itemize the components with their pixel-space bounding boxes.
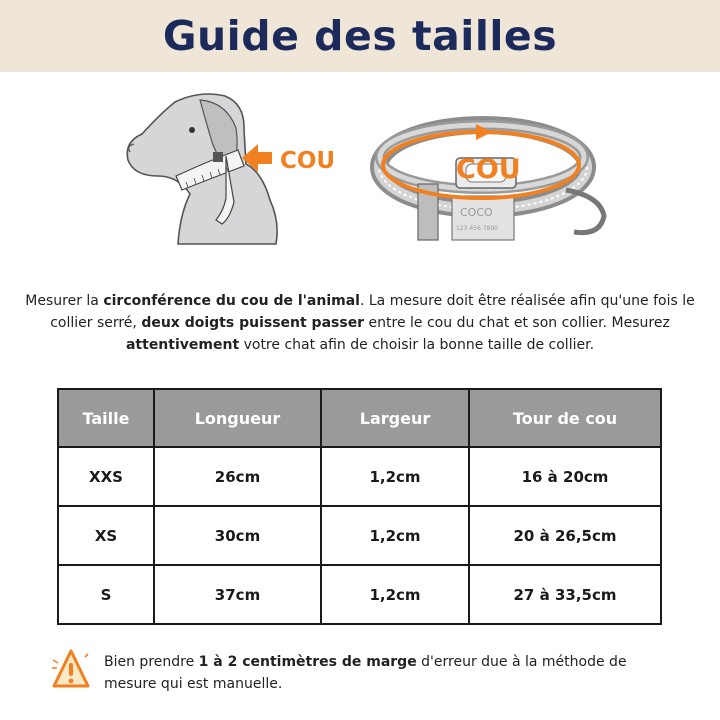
desc-text-3: entre le cou du chat et son collier. Mesurez — [364, 315, 670, 331]
measurement-illustration — [0, 72, 720, 267]
cell-width: 1,2cm — [321, 565, 469, 624]
note-text-1: Bien prendre — [104, 654, 199, 670]
collar-neck-label: COU — [456, 154, 521, 185]
warning-icon — [50, 648, 90, 692]
page-title: Guide des tailles — [162, 12, 558, 60]
header-banner — [0, 0, 720, 72]
note-text-2: d'erreur due à la méthode de mesure qui est manuelle. — [104, 654, 627, 692]
cell-length: 26cm — [154, 447, 321, 506]
collar-brand: COCO — [460, 206, 493, 219]
header-longueur: Longueur — [154, 389, 321, 447]
table-header-row — [58, 389, 661, 447]
cell-length: 37cm — [154, 565, 321, 624]
measurement-instructions — [22, 290, 698, 356]
header-largeur: Largeur — [321, 389, 469, 447]
header-tour-de-cou: Tour de cou — [469, 389, 661, 447]
cell-neck: 27 à 33,5cm — [469, 565, 661, 624]
desc-text-4: votre chat afin de choisir la bonne taille de collier. — [239, 337, 595, 353]
collar-number: 123 456 7890 — [456, 225, 498, 232]
cell-length: 30cm — [154, 506, 321, 565]
note-bold: 1 à 2 centimètres de marge — [198, 654, 417, 670]
cell-width: 1,2cm — [321, 506, 469, 565]
desc-bold-2: deux doigts puissent passer — [141, 315, 365, 331]
cell-neck: 16 à 20cm — [469, 447, 661, 506]
table-row — [58, 506, 661, 565]
table-row — [58, 565, 661, 624]
size-table — [57, 388, 662, 625]
desc-text-1: Mesurer la — [25, 293, 104, 309]
cell-size: XS — [58, 506, 154, 565]
margin-note — [50, 648, 680, 696]
desc-text-2: . La mesure doit être réalisée afin qu'une fois le collier serré, — [50, 293, 695, 331]
header-taille: Taille — [58, 389, 154, 447]
dog-neck-label: COU — [280, 148, 336, 174]
table-row — [58, 447, 661, 506]
cell-size: S — [58, 565, 154, 624]
cell-width: 1,2cm — [321, 447, 469, 506]
cell-size: XXS — [58, 447, 154, 506]
desc-bold-1: circonférence du cou de l'animal — [103, 293, 360, 309]
margin-note-text — [104, 651, 674, 695]
cell-neck: 20 à 26,5cm — [469, 506, 661, 565]
desc-bold-3: attentivement — [125, 337, 240, 353]
